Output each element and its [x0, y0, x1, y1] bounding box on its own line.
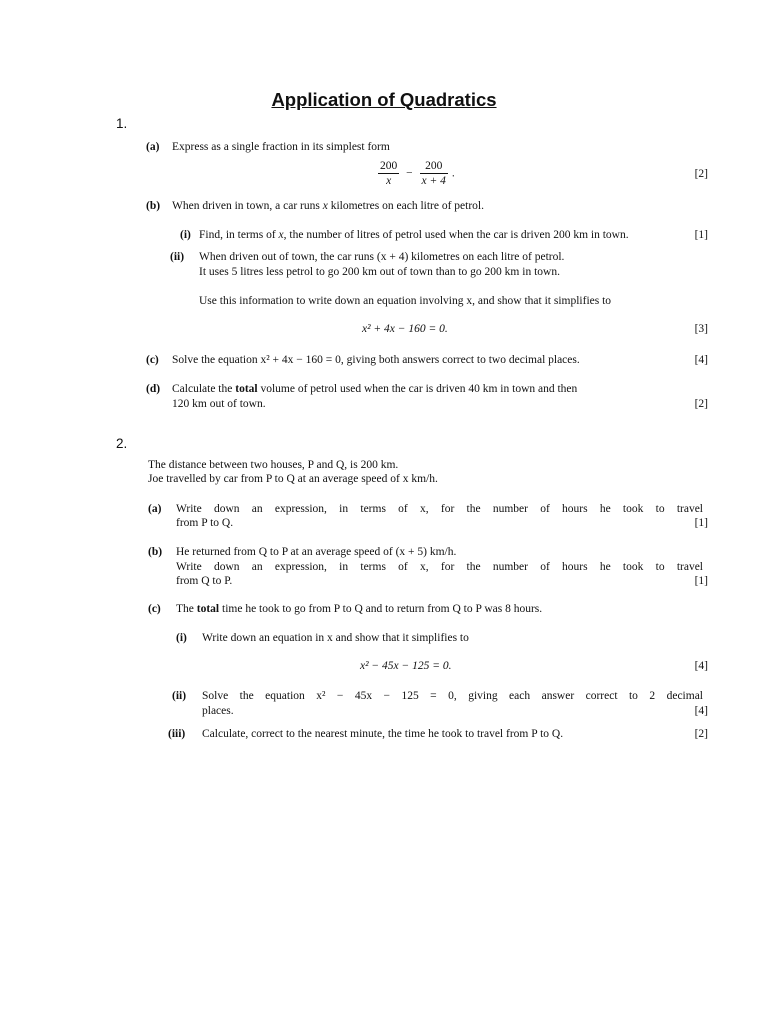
q1bii-label: (ii): [170, 251, 185, 263]
q2c-label: (c): [148, 603, 161, 615]
q2-intro-line2: Joe travelled by car from P to Q at an average speed of x km/h.: [148, 473, 438, 485]
q2c-text: The total time he took to go from P to Q and to return from Q to P was 8 hours.: [176, 603, 543, 615]
q2cii-marks: [4]: [694, 705, 708, 717]
q2ci-equation: x² − 45x − 125 = 0.: [360, 660, 452, 672]
q1b-text: When driven in town, a car runs x kilometres on each litre of petrol.: [172, 200, 484, 212]
page-title: Application of Quadratics: [271, 89, 497, 110]
q1bii-line1: When driven out of town, the car runs (x + 4) kilometres on each litre of petrol.: [199, 251, 565, 263]
q2b-marks: [1]: [694, 575, 708, 587]
q2a-line1: Write down an expression, in terms of x, for the number of hours he took to travel: [176, 503, 703, 515]
q1b-label: (b): [146, 200, 161, 212]
q1bii-marks: [3]: [694, 323, 708, 335]
q1bii-equation: x² + 4x − 160 = 0.: [362, 323, 448, 335]
q2ci-marks: [4]: [694, 660, 708, 672]
q1bi-marks: [1]: [694, 229, 708, 241]
fraction-1: $\frac{200}{x}$: [380, 160, 398, 188]
q1c-marks: [4]: [694, 354, 708, 366]
q2b-label: (b): [148, 546, 163, 558]
q2a-line2: from P to Q.: [176, 517, 234, 529]
q2a-marks: [1]: [694, 517, 708, 529]
q2b-line3: from Q to P.: [176, 575, 233, 587]
q1bii-line3: Use this information to write down an equation involving x, and show that it simplifies to: [199, 295, 612, 307]
q1d-marks: [2]: [694, 398, 708, 410]
fraction-2: $\frac{200}{x + 4}$: [421, 160, 446, 188]
q1bi-label: (i): [180, 229, 191, 241]
q1a-fraction-expression: $\frac{200}{x}$ − $\frac{200}{x + 4}$ .: [380, 160, 455, 188]
q2ci-label: (i): [176, 632, 187, 644]
q2b-line1: He returned from Q to P at an average speed of (x + 5) km/h.: [176, 546, 457, 558]
q1bii-line2: It uses 5 litres less petrol to go 200 km out of town than to go 200 km in town.: [199, 266, 560, 278]
q1c-label: (c): [146, 354, 159, 366]
q1bi-text: Find, in terms of x, the number of litres of petrol used when the car is driven 200 km in town.: [199, 229, 629, 241]
q1d-line2: 120 km out of town.: [172, 398, 266, 410]
q2-intro-line1: The distance between two houses, P and Q, is 200 km.: [148, 459, 399, 471]
q1c-text: Solve the equation x² + 4x − 160 = 0, giving both answers correct to two decimal places.: [172, 354, 580, 366]
q2cii-line1: Solve the equation x² − 45x − 125 = 0, giving each answer correct to 2 decimal: [202, 690, 703, 702]
q2ciii-marks: [2]: [694, 728, 708, 740]
q2cii-line2: places.: [202, 705, 234, 717]
q2cii-label: (ii): [172, 690, 187, 702]
question-2-number: 2.: [116, 436, 128, 451]
q1a-marks: [2]: [694, 168, 708, 180]
q1d-text: Calculate the total volume of petrol used when the car is driven 40 km in town and then: [172, 383, 578, 395]
q2ci-text: Write down an equation in x and show that it simplifies to: [202, 632, 469, 644]
question-1-number: 1.: [116, 116, 128, 131]
q1a-label: (a): [146, 141, 160, 153]
q2ciii-label: (iii): [168, 728, 186, 740]
q1d-label: (d): [146, 383, 161, 395]
q2a-label: (a): [148, 503, 162, 515]
q1a-text: Express as a single fraction in its simplest form: [172, 141, 390, 153]
q2b-line2: Write down an expression, in terms of x, for the number of hours he took to travel: [176, 561, 703, 573]
q2ciii-text: Calculate, correct to the nearest minute, the time he took to travel from P to Q.: [202, 728, 564, 740]
